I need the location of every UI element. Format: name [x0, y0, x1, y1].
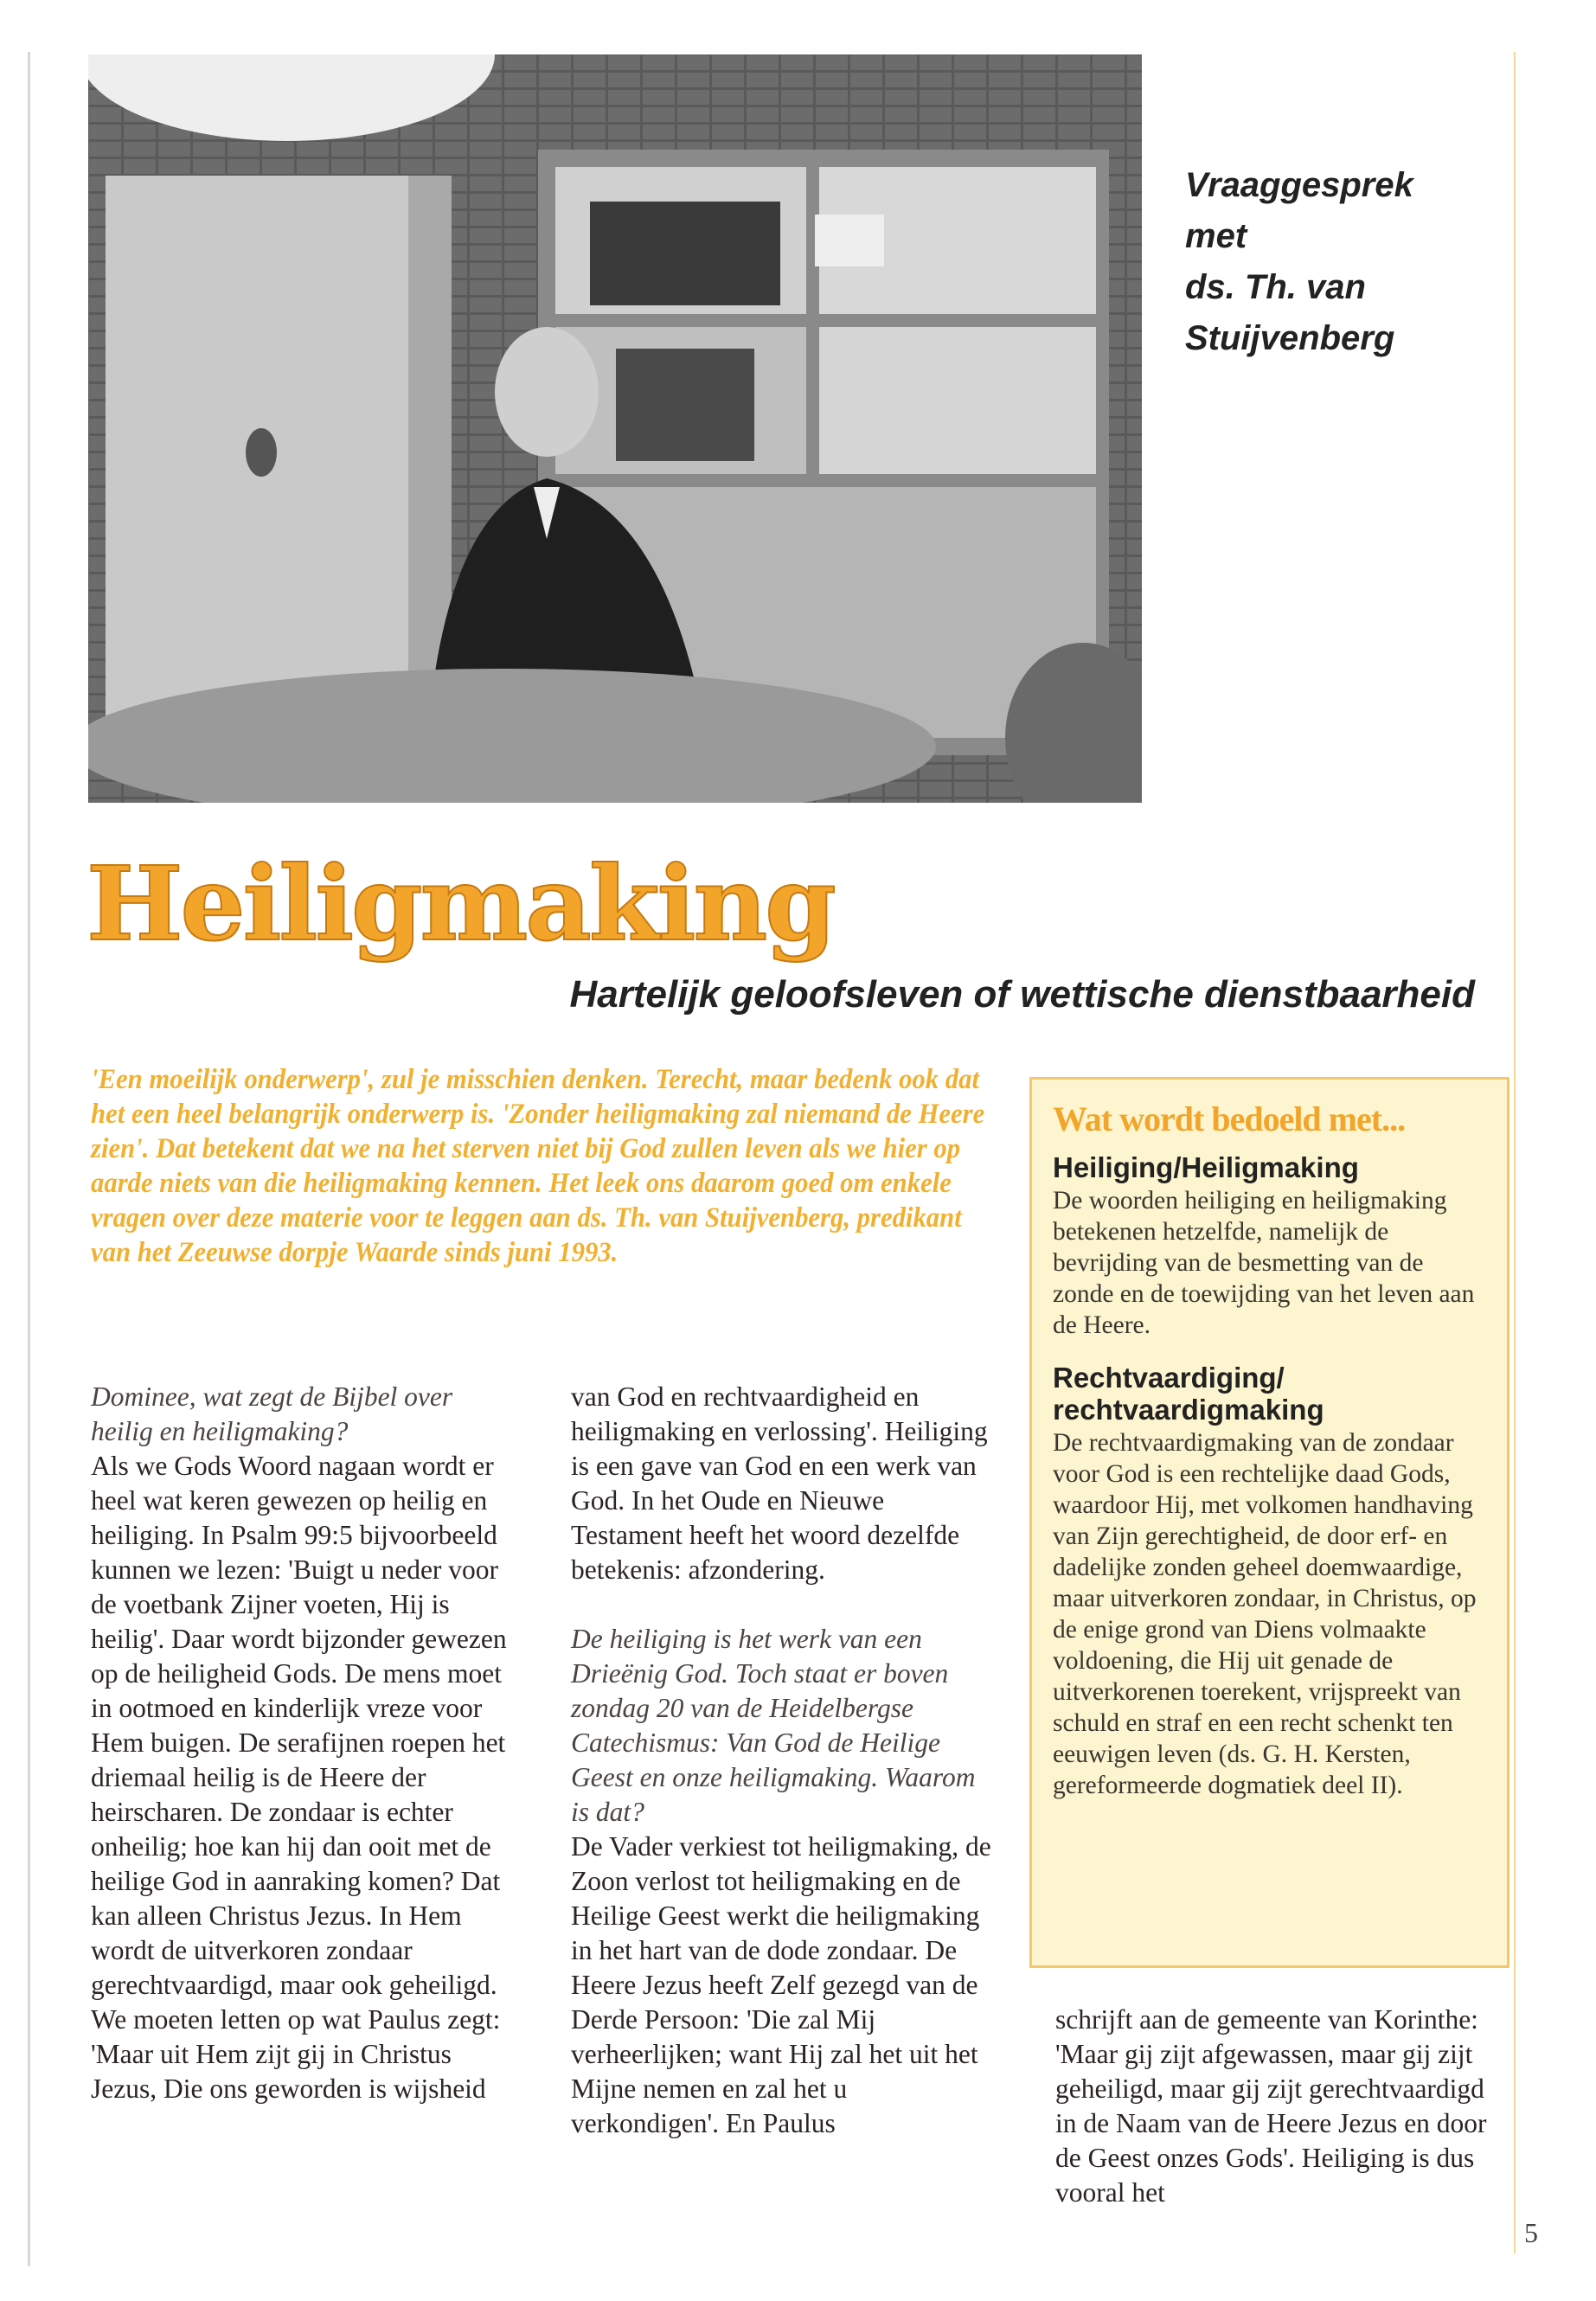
interview-answer: van God en rechtvaardigheid en heiligmaking en verlossing'. Heiliging is een gave van God en een werk van God. In het Oude en Nieuwe Testament heeft het woord dezelfde betekenis: afzondering.: [571, 1381, 988, 1585]
glossary-term: Heiliging/Heiligmaking: [1053, 1151, 1359, 1183]
glossary-definition: De rechtvaardigmaking van de zondaar voor God is een rechtelijke daad Gods, waardoor Hij, met volkomen handhaving van Zijn gerechtigheid, de door erf- en dadelijke zonden geheel doemwaardige, maar uitverkoren zondaar, in Christus, op de enige grond van Diens volmaakte voldoening, die Hij uit genade de uitverkorenen toerekent, vrijspreekt van schuld en straf en een recht schenkt ten eeuwigen leven (ds. G. H. Kersten, gereformeerde dogmatiek deel II).: [1053, 1429, 1477, 1799]
caption-line: Stuijvenberg: [1185, 319, 1395, 357]
page-number: 5: [1524, 2217, 1538, 2248]
interview-photo: [88, 54, 1142, 803]
article-subtitle: Hartelijk geloofsleven of wettische dienstbaarheid: [569, 973, 1475, 1016]
body-column-1: [91, 1380, 515, 2106]
article-title: Heiligmaking: [87, 843, 834, 964]
glossary-sidebar: [1029, 1077, 1509, 1968]
glossary-term: Rechtvaardiging/ rechtvaardigmaking: [1053, 1362, 1324, 1426]
body-column-3: [1055, 2003, 1505, 2210]
photo-caption: [1185, 160, 1413, 364]
caption-line: met: [1185, 217, 1247, 255]
interview-answer: Als we Gods Woord nagaan wordt er heel wat keren gewezen op heilig en heiliging. In Psalm 99:5 bijvoorbeeld kunnen we lezen: 'Buigt u neder voor de voetbank Zijner voeten, Hij is heilig'. Daar wordt bijzonder gewezen op de heiligheid Gods. De mens moet in ootmoed en kinderlijk vreze voor Hem buigen. De serafijnen roepen het driemaal heilig is de Heere der heirscharen. De zondaar is echter onheilig; hoe kan hij dan ooit met de heilige God in aanraking komen? Dat kan alleen Christus Jezus. In Hem wordt de uitverkoren zondaar gerechtvaardigd, maar ook geheiligd. We moeten letten op wat Paulus zegt: 'Maar uit Hem zijt gij in Christus Jezus, Die ons geworden is wijsheid: [91, 1451, 507, 2104]
interview-answer: De Vader verkiest tot heiligmaking, de Zoon verlost tot heiligmaking en de Heilige Geest werkt die heiligmaking in het hart van de dode zondaar. De Heere Jezus heeft Zelf gezegd van de Derde Persoon: 'Die zal Mij verheerlijken; want Hij zal het uit het Mijne nemen en zal het u verkondigen'. En Paulus: [571, 1831, 991, 2138]
caption-line: ds. Th. van: [1185, 268, 1366, 306]
caption-line: Vraaggesprek: [1185, 166, 1413, 204]
margin-rule: [1514, 52, 1516, 2253]
interview-question: Dominee, wat zegt de Bijbel over heilig en heiligmaking?: [91, 1381, 453, 1446]
glossary-definition: De woorden heiliging en heiligmaking betekenen hetzelfde, namelijk de bevrijding van de besmetting van de zonde en de toewijding van het leven aan de Heere.: [1053, 1187, 1475, 1339]
body-text: schrijft aan de gemeente van Korinthe: 'Maar gij zijt afgewassen, maar gij zijt geheiligd, maar gij zijt gerechtvaardigd in de Naam van de Heere Jezus en door de Geest onzes Gods'. Heiliging is dus vooral het: [1055, 2004, 1487, 2208]
article-intro: 'Een moeilijk onderwerp', zul je misschien denken. Terecht, maar bedenk ook dat het een heel belangrijk onderwerp is. 'Zonder heiligmaking zal niemand de Heere zien'. Dat betekent dat we na het sterven niet bij God zullen leven als we hier op aarde niets van die heiligmaking kennen. Het leek ons daarom goed om enkele vragen over deze materie voor te leggen aan ds. Th. van Stuijvenberg, predikant van het Zeeuwse dorpje Waarde sinds juni 1993.: [91, 1064, 985, 1268]
body-column-2: [571, 1380, 999, 2141]
interview-question: De heiliging is het werk van een Drieënig God. Toch staat er boven zondag 20 van de Heidelbergse Catechismus: Van God de Heilige Geest en onze heiligmaking. Waarom is dat?: [571, 1624, 976, 1827]
page-edge-rule: [28, 52, 30, 2266]
sidebar-heading: Wat wordt bedoeld met...: [1053, 1099, 1406, 1138]
photo-minister-in-room: [88, 54, 1142, 803]
